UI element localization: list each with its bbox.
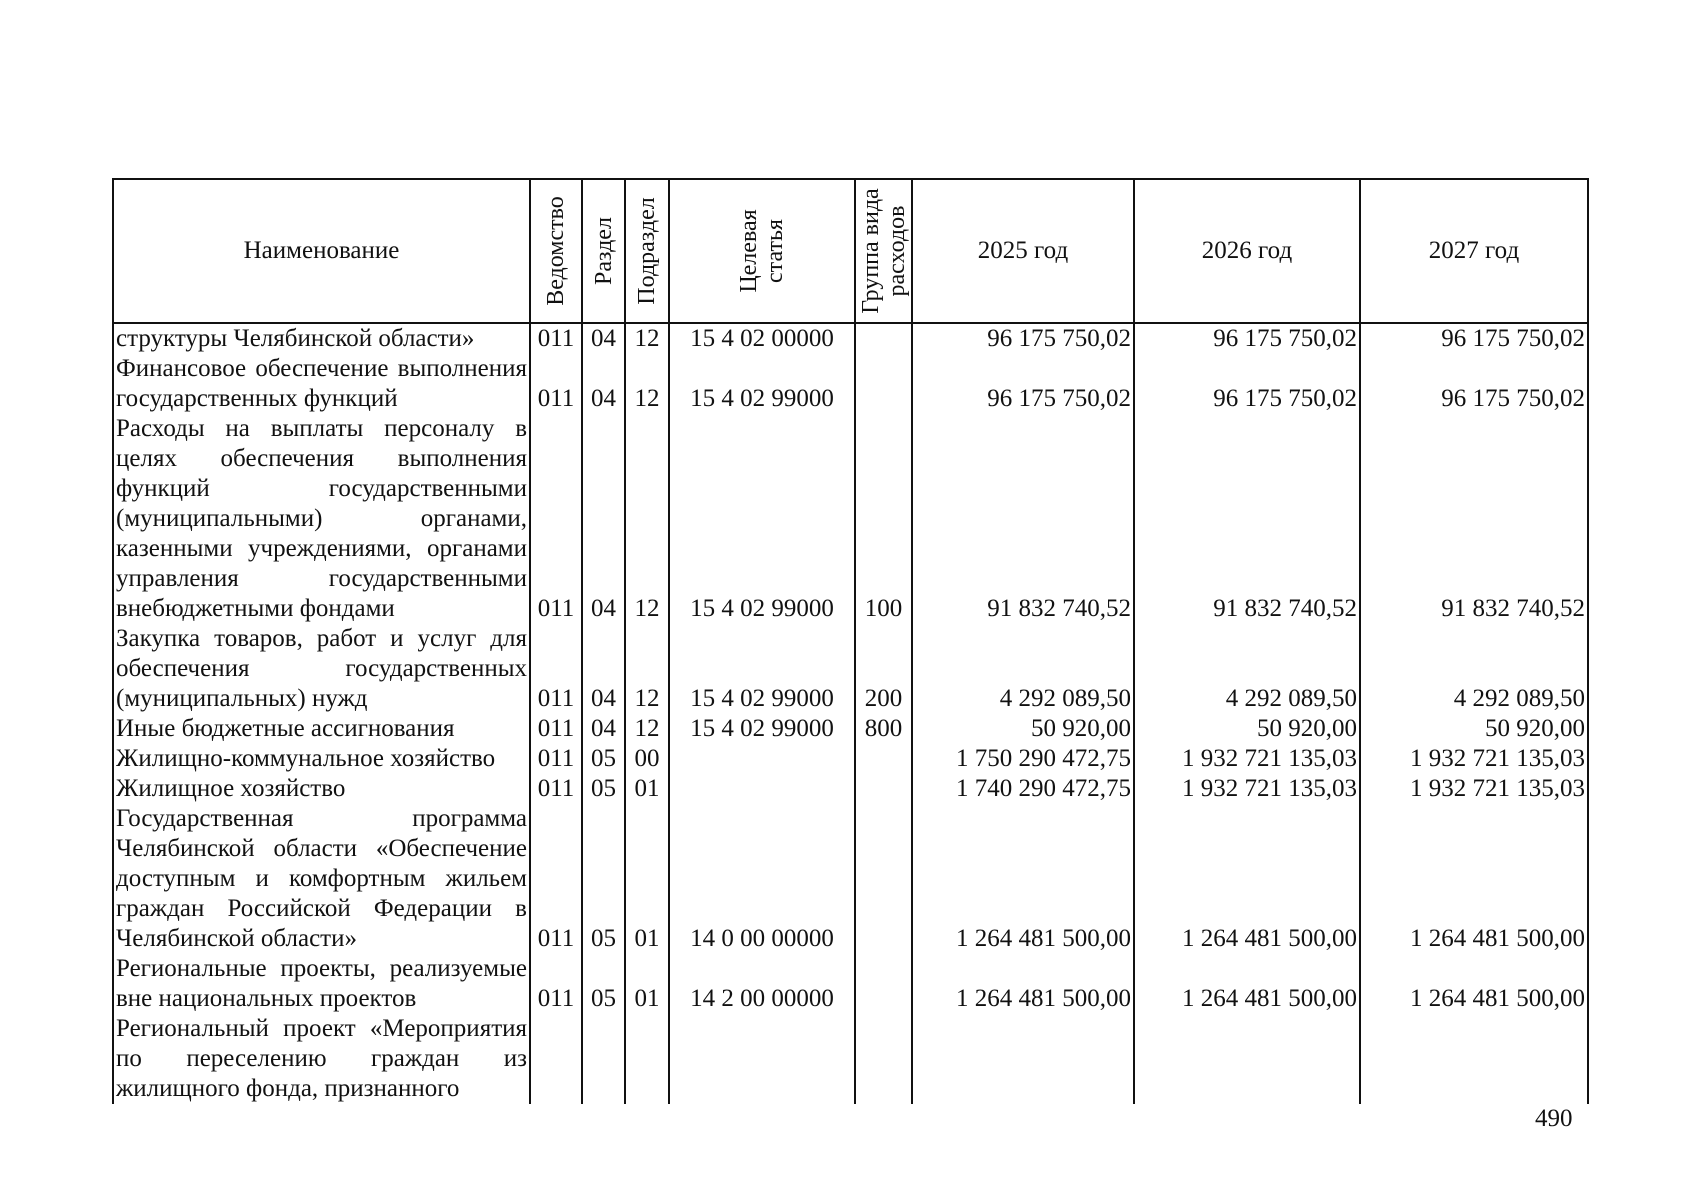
table-row [113, 744, 1588, 774]
header-row [113, 179, 1588, 323]
table-row [113, 354, 1588, 414]
cell-razd: 04 [582, 323, 625, 354]
table-row [113, 1014, 1588, 1104]
cell-y2025: 96 175 750,02 [912, 323, 1134, 354]
cell-razd [582, 1014, 625, 1104]
cell-razd: 05 [582, 954, 625, 1014]
cell-name: Закупка товаров, работ и услуг для обеспечения государственных (муниципальных) нужд [113, 624, 530, 714]
table-row [113, 714, 1588, 744]
cell-gvr [855, 354, 912, 414]
page-number: 490 [1535, 1105, 1573, 1132]
cell-gvr: 200 [855, 624, 912, 714]
cell-y2026: 4 292 089,50 [1134, 624, 1360, 714]
cell-razd: 04 [582, 714, 625, 744]
table-row [113, 954, 1588, 1014]
header-gruppa [855, 179, 912, 323]
header-gruppa-label: Группа вида расходов [857, 188, 910, 314]
header-celevaya-statya [669, 179, 855, 323]
cell-y2027: 91 832 740,52 [1360, 414, 1588, 624]
header-podrazdel [625, 179, 669, 323]
cell-ved: 011 [530, 414, 582, 624]
cell-y2025: 1 264 481 500,00 [912, 954, 1134, 1014]
cell-y2025 [912, 1014, 1134, 1104]
table-body [113, 323, 1588, 1104]
header-2026: 2026 год [1134, 179, 1360, 323]
cell-y2027: 4 292 089,50 [1360, 624, 1588, 714]
cell-y2027 [1360, 1014, 1588, 1104]
header-2025: 2025 год [912, 179, 1134, 323]
cell-name: Иные бюджетные ассигнования [113, 714, 530, 744]
cell-y2027: 96 175 750,02 [1360, 323, 1588, 354]
cell-gvr [855, 774, 912, 804]
cell-gvr [855, 323, 912, 354]
cell-y2027: 1 932 721 135,03 [1360, 774, 1588, 804]
cell-ved: 011 [530, 714, 582, 744]
cell-y2026: 91 832 740,52 [1134, 414, 1360, 624]
table-row [113, 323, 1588, 354]
cell-gvr [855, 954, 912, 1014]
cell-podr [625, 1014, 669, 1104]
cell-name: структуры Челябинской области» [113, 323, 530, 354]
cell-cs: 15 4 02 99000 [669, 354, 855, 414]
cell-y2026: 96 175 750,02 [1134, 354, 1360, 414]
cell-y2025: 1 264 481 500,00 [912, 804, 1134, 954]
cell-ved: 011 [530, 744, 582, 774]
cell-y2025: 1 750 290 472,75 [912, 744, 1134, 774]
cell-ved: 011 [530, 804, 582, 954]
table-row [113, 624, 1588, 714]
cell-ved: 011 [530, 624, 582, 714]
cell-cs: 14 0 00 00000 [669, 804, 855, 954]
budget-table [112, 178, 1589, 1104]
cell-name: Региональные проекты, реализуемые вне национальных проектов [113, 954, 530, 1014]
cell-y2025: 50 920,00 [912, 714, 1134, 744]
cell-podr: 12 [625, 354, 669, 414]
header-celevaya-statya-label: Целевая статья [736, 209, 788, 293]
cell-y2025: 4 292 089,50 [912, 624, 1134, 714]
cell-podr: 01 [625, 804, 669, 954]
cell-podr: 12 [625, 714, 669, 744]
cell-y2026: 96 175 750,02 [1134, 323, 1360, 354]
cell-name: Финансовое обеспечение выполнения государственных функций [113, 354, 530, 414]
table-row [113, 804, 1588, 954]
cell-y2026: 1 932 721 135,03 [1134, 744, 1360, 774]
cell-cs: 15 4 02 99000 [669, 714, 855, 744]
cell-razd: 05 [582, 744, 625, 774]
cell-gvr [855, 1014, 912, 1104]
cell-y2027: 1 264 481 500,00 [1360, 804, 1588, 954]
cell-ved: 011 [530, 774, 582, 804]
cell-gvr [855, 744, 912, 774]
cell-podr: 01 [625, 774, 669, 804]
cell-y2025: 1 740 290 472,75 [912, 774, 1134, 804]
cell-name: Региональный проект «Мероприятия по переселению граждан из жилищного фонда, признанного [113, 1014, 530, 1104]
cell-y2026: 1 932 721 135,03 [1134, 774, 1360, 804]
cell-name: Жилищное хозяйство [113, 774, 530, 804]
cell-gvr [855, 804, 912, 954]
cell-y2025: 96 175 750,02 [912, 354, 1134, 414]
cell-razd: 05 [582, 804, 625, 954]
cell-y2026: 1 264 481 500,00 [1134, 804, 1360, 954]
cell-gvr: 800 [855, 714, 912, 744]
cell-cs: 14 2 00 00000 [669, 954, 855, 1014]
cell-cs: 15 4 02 99000 [669, 624, 855, 714]
cell-cs: 15 4 02 00000 [669, 323, 855, 354]
cell-y2027: 50 920,00 [1360, 714, 1588, 744]
cell-name: Расходы на выплаты персоналу в целях обеспечения выполнения функций государственными (муниципальными) органами, казенными учреждениями, органами управления государственными внебюджетными фондами [113, 414, 530, 624]
cell-ved [530, 1014, 582, 1104]
cell-razd: 04 [582, 354, 625, 414]
table-row [113, 774, 1588, 804]
cell-podr: 01 [625, 954, 669, 1014]
header-razdel-label: Раздел [590, 217, 617, 285]
cell-cs [669, 1014, 855, 1104]
cell-razd: 04 [582, 624, 625, 714]
cell-y2026 [1134, 1014, 1360, 1104]
header-podrazdel-label: Подраздел [634, 197, 660, 305]
cell-ved: 011 [530, 954, 582, 1014]
cell-y2027: 1 932 721 135,03 [1360, 744, 1588, 774]
cell-y2025: 91 832 740,52 [912, 414, 1134, 624]
cell-podr: 12 [625, 323, 669, 354]
cell-name: Государственная программа Челябинской области «Обеспечение доступным и комфортным жильем граждан Российской Федерации в Челябинской области» [113, 804, 530, 954]
cell-ved: 011 [530, 323, 582, 354]
header-name: Наименование [113, 179, 530, 323]
cell-name: Жилищно-коммунальное хозяйство [113, 744, 530, 774]
cell-y2027: 96 175 750,02 [1360, 354, 1588, 414]
cell-y2026: 1 264 481 500,00 [1134, 954, 1360, 1014]
header-2027: 2027 год [1360, 179, 1588, 323]
cell-y2027: 1 264 481 500,00 [1360, 954, 1588, 1014]
cell-podr: 12 [625, 414, 669, 624]
cell-cs [669, 774, 855, 804]
cell-ved: 011 [530, 354, 582, 414]
cell-razd: 05 [582, 774, 625, 804]
header-razdel [582, 179, 625, 323]
header-vedomstvo-label: Ведомство [543, 196, 569, 306]
cell-gvr: 100 [855, 414, 912, 624]
header-vedomstvo [530, 179, 582, 323]
cell-podr: 00 [625, 744, 669, 774]
table-row [113, 414, 1588, 624]
cell-y2026: 50 920,00 [1134, 714, 1360, 744]
cell-cs: 15 4 02 99000 [669, 414, 855, 624]
cell-podr: 12 [625, 624, 669, 714]
cell-cs [669, 744, 855, 774]
cell-razd: 04 [582, 414, 625, 624]
